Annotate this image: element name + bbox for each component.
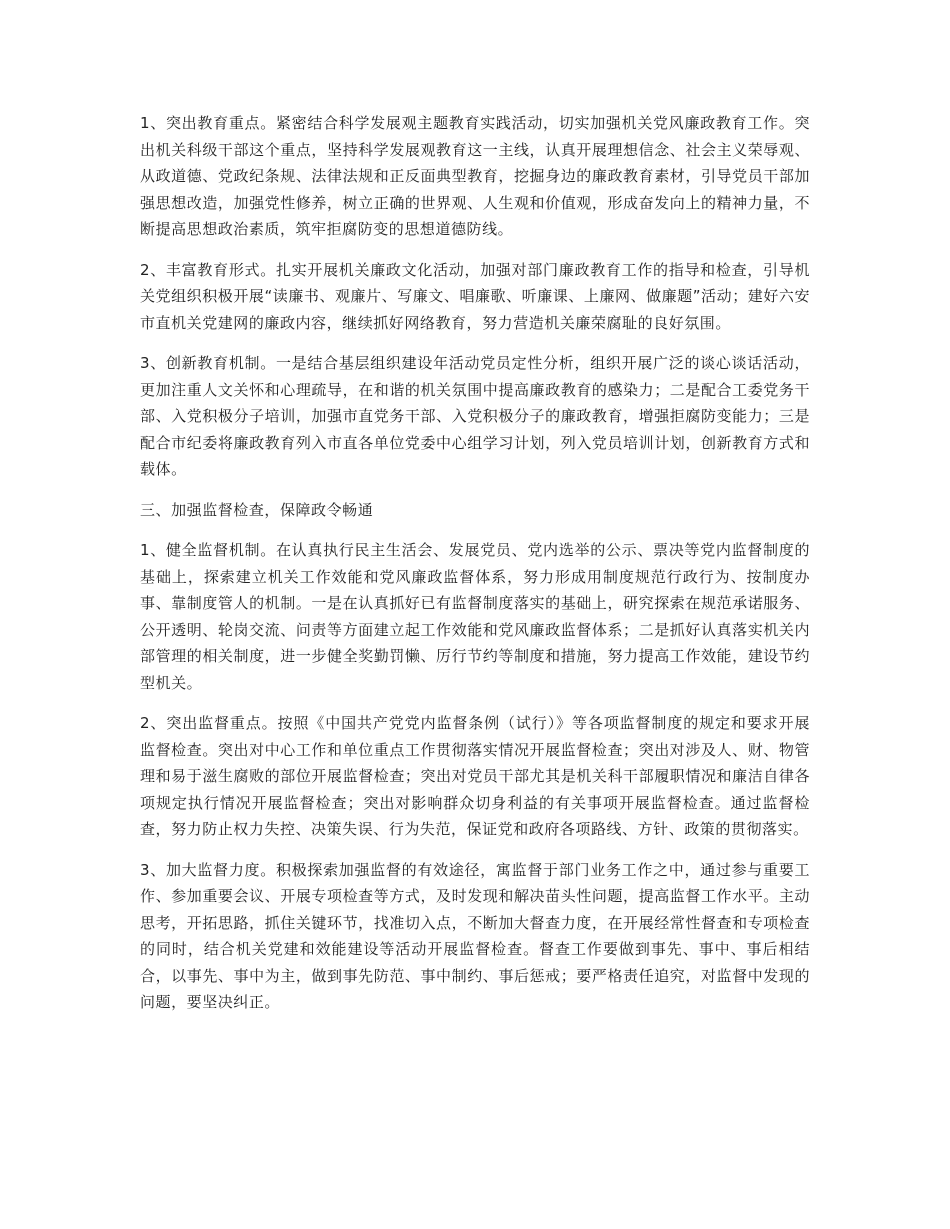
paragraph-education-forms: 2、丰富教育形式。扎实开展机关廉政文化活动，加强对部门廉政教育工作的指导和检查，引导机关党组织积极开展“读廉书、观廉片、写廉文、唱廉歌、听廉课、上廉网、做廉题”活动；建好六安市直机关党建网的廉政内容，继续抓好网络教育，努力营造机关廉荣腐耻的良好氛围。	[140, 260, 810, 332]
paragraph-education-mechanism: 3、创新教育机制。一是结合基层组织建设年活动党员定性分析，组织开展广泛的谈心谈话活动，更加注重人文关怀和心理疏导，在和谐的机关氛围中提高廉政教育的感染力；二是配合工委党务干部、入党积极分子培训，加强市直党务干部、入党积极分子的廉政教育，增强拒腐防变能力；三是配合市纪委将廉政教育列入市直各单位党委中心组学习计划，列入党员培训计划，创新教育方式和载体。	[140, 354, 810, 478]
section-heading-supervision: 三、加强监督检查，保障政令畅通	[140, 500, 374, 519]
paragraph-supervision-focus: 2、突出监督重点。按照《中国共产党党内监督条例（试行）》等各项监督制度的规定和要求开展监督检查。突出对中心工作和单位重点工作贯彻落实情况开展监督检查；突出对涉及人、财、物管理和易于滋生腐败的部位开展监督检查；突出对党员干部尤其是机关科干部履职情况和廉洁自律各项规定执行情况开展监督检查；突出对影响群众切身利益的有关事项开展监督检查。通过监督检查，努力防止权力失控、决策失误、行为失范，保证党和政府各项路线、方针、政策的贯彻落实。	[140, 714, 810, 838]
paragraph-supervision-mechanism: 1、健全监督机制。在认真执行民主生活会、发展党员、党内选举的公示、票决等党内监督制度的基础上，探索建立机关工作效能和党风廉政监督体系，努力形成用制度规范行政行为、按制度办事、靠制度管人的机制。一是在认真抓好已有监督制度落实的基础上，研究探索在规范承诺服务、公开透明、轮岗交流、问责等方面建立起工作效能和党风廉政监督体系；二是抓好认真落实机关内部管理的相关制度，进一步健全奖勤罚懒、厉行节约等制度和措施，努力提高工作效能，建设节约型机关。	[140, 541, 810, 692]
paragraph-supervision-intensity: 3、加大监督力度。积极探索加强监督的有效途径，寓监督于部门业务工作之中，通过参与重要工作、参加重要会议、开展专项检查等方式，及时发现和解决苗头性问题，提高监督工作水平。主动思考，开拓思路，抓住关键环节，找准切入点，不断加大督查力度，在开展经常性督查和专项检查的同时，结合机关党建和效能建设等活动开展监督检查。督查工作要做到事先、事中、事后相结合，以事先、事中为主，做到事先防范、事中制约、事后惩戒；要严格责任追究，对监督中发现的问题，要坚决纠正。	[140, 860, 810, 1011]
paragraph-education-focus: 1、突出教育重点。紧密结合科学发展观主题教育实践活动，切实加强机关党风廉政教育工作。突出机关科级干部这个重点，坚持科学发展观教育这一主线，认真开展理想信念、社会主义荣辱观、从政道德、党政纪条规、法律法规和正反面典型教育，挖掘身边的廉政教育素材，引导党员干部加强思想改造，加强党性修养，树立正确的世界观、人生观和价值观，形成奋发向上的精神力量，不断提高思想政治素质，筑牢拒腐防变的思想道德防线。	[140, 114, 810, 238]
